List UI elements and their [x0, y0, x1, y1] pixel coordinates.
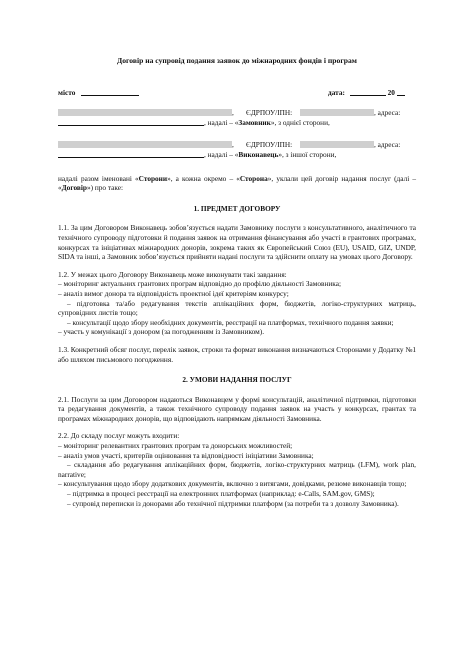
clause-1-2-head: 1.2. У межах цього Договору Виконавець може виконувати такі завдання:: [58, 269, 287, 279]
date-label: дата:: [328, 87, 345, 97]
section-2-title: 2. УМОВИ НАДАННЯ ПОСЛУГ: [182, 375, 292, 385]
list-item: – підготовка та/або редагування текстів аплікаційних форм, бюджетів, логіко-структурних матриць, супровідних листів тощо;: [58, 298, 416, 318]
place-date-row: [58, 88, 416, 108]
customer-address-field[interactable]: [58, 118, 204, 126]
intro-paragraph: надалі разом іменовані «Сторони», а кожна окремо – «Сторона», уклали цей договір надання послуг (далі – «Договір») про таке:: [58, 173, 417, 193]
document-title: Договір на супровід подання заявок до міжнародних фондів і програм: [117, 56, 357, 65]
customer-edrpou-field[interactable]: [300, 109, 374, 116]
date-field[interactable]: [350, 88, 386, 96]
list-item: – консультації щодо збору необхідних документів, реєстрації на платформах, технічного подання заявки;: [67, 317, 394, 327]
clause-1-3: 1.3. Конкретний обсяг послуг, перелік заявок, строки та формат виконання визначаються Сторонами у Додатку №1 або шляхом письмового погодження.: [58, 344, 416, 364]
list-item: – підтримка в процесі реєстрації на електронних платформах (наприклад: e-Calls, SAM.gov, GMS);: [67, 489, 375, 499]
date-year-field[interactable]: [397, 88, 405, 96]
date-year: 20: [387, 87, 395, 97]
list-item: – консультування щодо збору додаткових документів, включно з витягами, довідками, резюме виконавців тощо;: [58, 479, 407, 489]
clause-1-1: 1.1. За цим Договором Виконавець зобов’язується надати Замовнику послуги з консультативного, аналітичного та технічного супроводу підготовки й подання заявок на отримання фінансування або участі в грантових програмах, конкурсах та ініціативах міжнародних донорів, зокрема таких як Європейський Союз (EU), USAID, GIZ, UNDP, SIDA та інші, а Замовник зобов’язується прийняти надані послуги та здійснити оплату на умовах цього Договору.: [58, 223, 416, 262]
contractor-role: Виконавець: [238, 149, 279, 159]
contractor-address-field[interactable]: [58, 150, 204, 158]
place-field[interactable]: [81, 88, 139, 96]
contractor-edrpou-label: ЄДРПОУ/ІПН:: [246, 139, 293, 149]
list-item: – участь у комунікації з донором (за погодженням із Замовником).: [58, 327, 265, 337]
list-item: – аналіз вимог донора та відповідність проектної ідеї критеріям конкурсу;: [58, 288, 289, 298]
list-item: – складання або редагування аплікаційних форм, бюджетів, логіко-структурних матриць (LFM), work plan, narrative;: [58, 460, 416, 479]
section-1-title: 1. ПРЕДМЕТ ДОГОВОРУ: [193, 203, 281, 213]
contractor-address-label: , адреса:: [374, 139, 401, 149]
customer-edrpou-label: ЄДРПОУ/ІПН:: [246, 107, 293, 117]
customer-address-label: , адреса:: [374, 107, 401, 117]
place-label: місто: [58, 87, 76, 97]
list-item: – моніторинг актуальних грантових програм відповідно до профілю діяльності Замовника;: [58, 279, 342, 289]
party-customer: , ЄДРПОУ/ІПН: , адреса: , надалі – «Замовник», з однієї сторони,: [58, 108, 416, 138]
clause-2-2-head: 2.2. До складу послуг можуть входити:: [58, 431, 180, 441]
customer-name-field[interactable]: [58, 109, 232, 116]
customer-role: Замовник: [238, 117, 271, 127]
clause-2-1: 2.1. Послуги за цим Договором надаються Виконавцем у формі консультацій, аналітичної підтримки, підготовки та редагування документів, а також технічного супроводу подання заявок на участь у конкурсах, грантах та програмах міжнародних донорів, що відповідають напрямкам діяльності Замовника.: [58, 394, 416, 423]
contractor-name-field[interactable]: [58, 141, 232, 148]
contractor-edrpou-field[interactable]: [300, 141, 374, 148]
list-item: – моніторинг релевантних грантових програм та донорських можливостей;: [58, 441, 293, 451]
party-contractor: , ЄДРПОУ/ІПН: , адреса: , надалі – «Виконавець», з іншої сторони,: [58, 140, 416, 170]
list-item: – аналіз умов участі, критеріїв оцінювання та відповідності ініціативи Замовника;: [58, 450, 314, 460]
list-item: – супровід переписки із донорами або технічної підтримки платформ (за потреби та з дозволу Замовника).: [67, 498, 399, 508]
